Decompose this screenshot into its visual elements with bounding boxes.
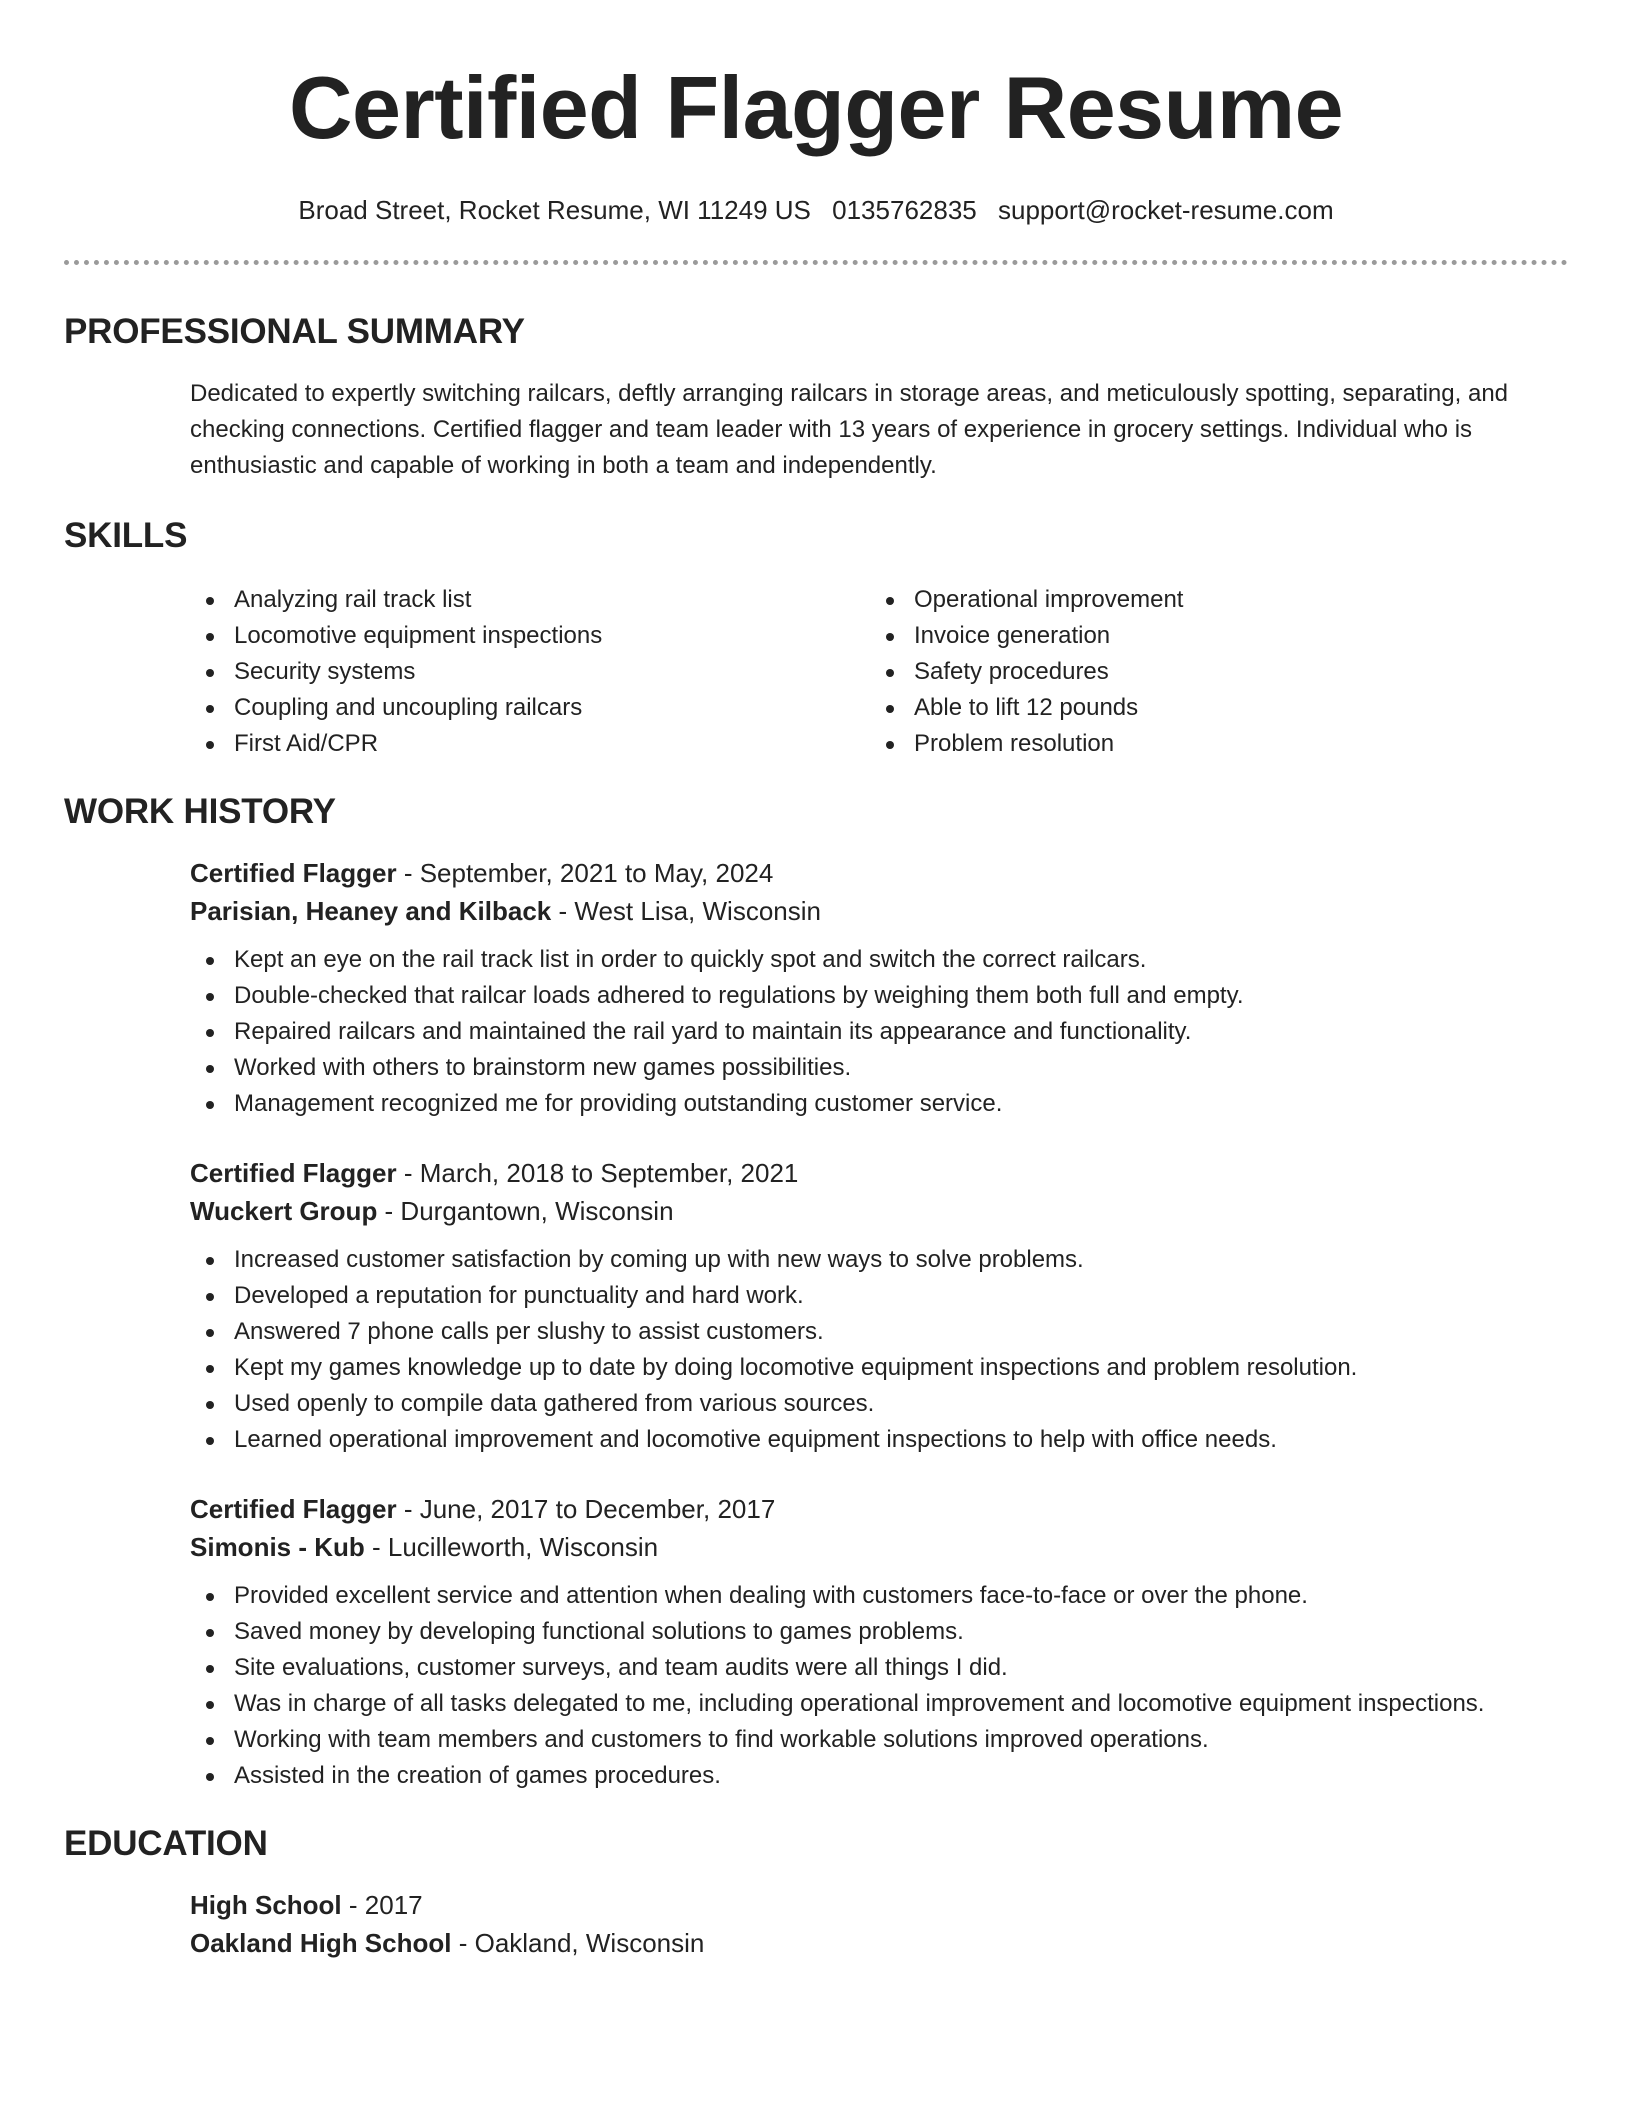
job-title-line bbox=[190, 854, 1568, 892]
job-company: Wuckert Group bbox=[190, 1196, 378, 1226]
education-heading: EDUCATION bbox=[64, 1824, 268, 1863]
job-dates: - June, 2017 to December, 2017 bbox=[396, 1494, 776, 1524]
job-bullet: Answered 7 phone calls per slushy to assist customers. bbox=[190, 1314, 1568, 1350]
education-location: - Oakland, Wisconsin bbox=[451, 1928, 705, 1958]
education-school-line bbox=[190, 1924, 1568, 1962]
contact-line bbox=[64, 194, 1568, 226]
job-company: Simonis - Kub bbox=[190, 1532, 365, 1562]
job-dates: - September, 2021 to May, 2024 bbox=[396, 858, 774, 888]
skill-item: Operational improvement bbox=[870, 582, 1550, 618]
header-divider bbox=[64, 260, 1568, 265]
job-bullet: Increased customer satisfaction by coming up with new ways to solve problems. bbox=[190, 1242, 1568, 1278]
job-bullet: Site evaluations, customer surveys, and team audits were all things I did. bbox=[190, 1650, 1568, 1686]
job-bullets bbox=[190, 1242, 1568, 1458]
skill-item: First Aid/CPR bbox=[190, 726, 870, 762]
job-bullet: Double-checked that railcar loads adhered to regulations by weighing them both full and empty. bbox=[190, 978, 1568, 1014]
resume-page bbox=[64, 0, 1568, 1962]
job-dates: - March, 2018 to September, 2021 bbox=[396, 1158, 799, 1188]
job-bullet: Was in charge of all tasks delegated to me, including operational improvement and locomotive equipment inspections. bbox=[190, 1686, 1568, 1722]
job-bullet: Repaired railcars and maintained the rail yard to maintain its appearance and functionality. bbox=[190, 1014, 1568, 1050]
education-entry bbox=[190, 1886, 1568, 1962]
job-title: Certified Flagger bbox=[190, 1494, 397, 1524]
job-bullet: Working with team members and customers to find workable solutions improved operations. bbox=[190, 1722, 1568, 1758]
job-bullet: Kept my games knowledge up to date by doing locomotive equipment inspections and problem resolution. bbox=[190, 1350, 1568, 1386]
summary-section bbox=[64, 310, 1568, 484]
skill-item: Coupling and uncoupling railcars bbox=[190, 690, 870, 726]
skills-left-column bbox=[190, 582, 870, 762]
summary-text: Dedicated to expertly switching railcars, deftly arranging railcars in storage areas, and meticulously spotting, separating, and checking connections. Certified flagger and team leader with 13 years of experience in grocery settings. Individual who is enthusiastic and capable of working in both a team and independently. bbox=[190, 380, 1509, 479]
job-entry bbox=[190, 1490, 1568, 1794]
job-title: Certified Flagger bbox=[190, 858, 397, 888]
skill-item: Invoice generation bbox=[870, 618, 1550, 654]
job-bullet: Used openly to compile data gathered from various sources. bbox=[190, 1386, 1568, 1422]
job-bullet: Provided excellent service and attention when dealing with customers face-to-face or over the phone. bbox=[190, 1578, 1568, 1614]
job-bullet: Management recognized me for providing outstanding customer service. bbox=[190, 1086, 1568, 1122]
job-location: - Lucilleworth, Wisconsin bbox=[364, 1532, 659, 1562]
skills-columns bbox=[190, 582, 1568, 762]
skill-item: Locomotive equipment inspections bbox=[190, 618, 870, 654]
skill-item: Safety procedures bbox=[870, 654, 1550, 690]
education-section bbox=[64, 1822, 1568, 1962]
skill-item: Security systems bbox=[190, 654, 870, 690]
job-title-line bbox=[190, 1154, 1568, 1192]
contact-phone: 0135762835 bbox=[832, 195, 977, 225]
education-degree-line bbox=[190, 1886, 1568, 1924]
skill-item: Able to lift 12 pounds bbox=[870, 690, 1550, 726]
contact-email: support@rocket-resume.com bbox=[997, 195, 1334, 225]
job-bullet: Assisted in the creation of games procedures. bbox=[190, 1758, 1568, 1794]
job-location: - West Lisa, Wisconsin bbox=[551, 896, 821, 926]
job-bullet: Learned operational improvement and locomotive equipment inspections to help with office needs. bbox=[190, 1422, 1568, 1458]
job-company-line bbox=[190, 892, 1568, 930]
job-bullets bbox=[190, 942, 1568, 1122]
skills-right-column bbox=[870, 582, 1550, 762]
job-title: Certified Flagger bbox=[190, 1158, 397, 1188]
skill-item: Problem resolution bbox=[870, 726, 1550, 762]
job-bullet: Kept an eye on the rail track list in order to quickly spot and switch the correct railcars. bbox=[190, 942, 1568, 978]
skills-section bbox=[64, 514, 1568, 762]
work-history-heading: WORK HISTORY bbox=[64, 792, 336, 831]
education-year: - 2017 bbox=[341, 1890, 423, 1920]
job-company-line bbox=[190, 1528, 1568, 1566]
job-entry bbox=[190, 854, 1568, 1122]
contact-address: Broad Street, Rocket Resume, WI 11249 US bbox=[298, 195, 811, 225]
job-entry bbox=[190, 1154, 1568, 1458]
job-bullet: Developed a reputation for punctuality and hard work. bbox=[190, 1278, 1568, 1314]
summary-heading: PROFESSIONAL SUMMARY bbox=[64, 312, 525, 351]
job-location: - Durgantown, Wisconsin bbox=[377, 1196, 674, 1226]
work-history-section bbox=[64, 790, 1568, 1794]
job-company: Parisian, Heaney and Kilback bbox=[190, 896, 552, 926]
skills-heading: SKILLS bbox=[64, 516, 188, 555]
job-bullets bbox=[190, 1578, 1568, 1794]
job-bullet: Saved money by developing functional solutions to games problems. bbox=[190, 1614, 1568, 1650]
education-school: Oakland High School bbox=[190, 1928, 452, 1958]
job-title-line bbox=[190, 1490, 1568, 1528]
job-bullet: Worked with others to brainstorm new games possibilities. bbox=[190, 1050, 1568, 1086]
education-degree: High School bbox=[190, 1890, 342, 1920]
resume-title: Certified Flagger Resume bbox=[288, 58, 1344, 157]
skill-item: Analyzing rail track list bbox=[190, 582, 870, 618]
job-company-line bbox=[190, 1192, 1568, 1230]
